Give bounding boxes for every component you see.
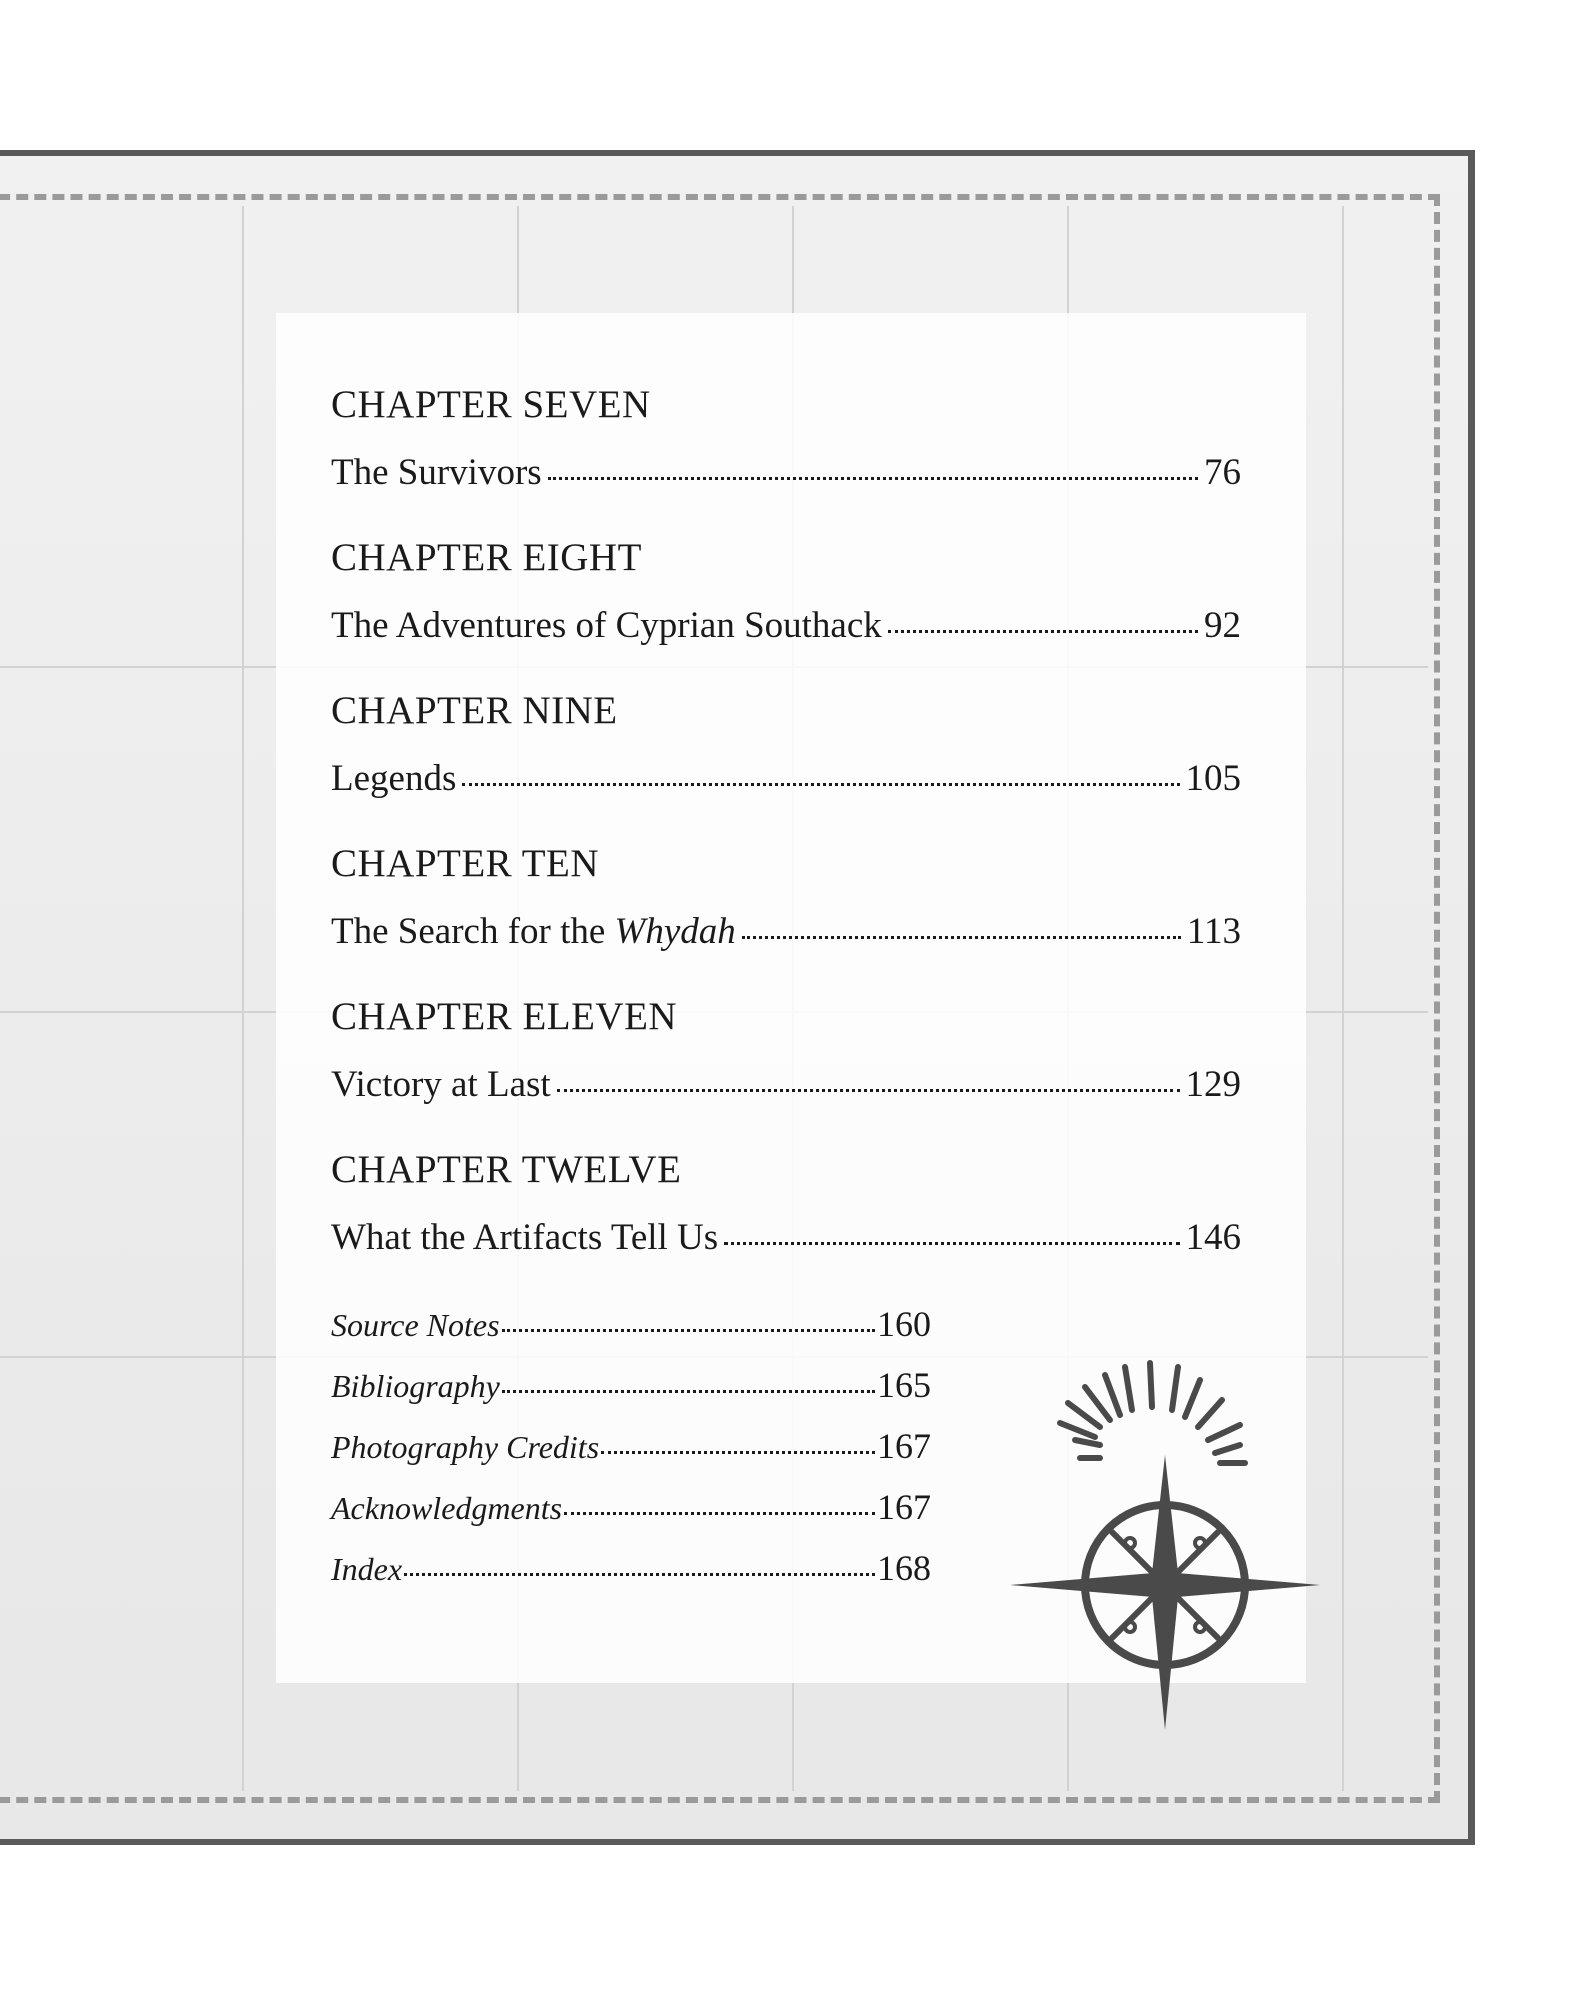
entry-page-number: 160 [877, 1304, 931, 1344]
dot-leader [557, 1089, 1180, 1092]
entry-page-number: 165 [877, 1365, 931, 1405]
dot-leader [742, 936, 1181, 939]
back-matter-entry [331, 1547, 931, 1608]
toc-entry [331, 1066, 1241, 1103]
entry-title: The Adventures of Cyprian Southack [331, 605, 882, 646]
entry-title: Victory at Last [331, 1064, 551, 1105]
entry-page-number: 105 [1185, 758, 1241, 799]
toc-entry [331, 760, 1241, 797]
ship-name-italic: Whydah [614, 911, 736, 952]
back-matter-entry [331, 1364, 931, 1425]
chapter-heading: CHAPTER ELEVEN [331, 995, 678, 1038]
chapter-heading: CHAPTER SEVEN [331, 383, 651, 426]
chapter-heading: CHAPTER TEN [331, 842, 600, 885]
entry-title: The Search for the Whydah [331, 911, 736, 952]
dot-leader [564, 1512, 875, 1515]
compass-rose-icon [1000, 1345, 1330, 1745]
entry-title: The Survivors [331, 452, 542, 493]
toc-entry [331, 1219, 1241, 1256]
toc-entry [331, 454, 1241, 491]
toc-chapter-twelve [331, 1150, 1241, 1256]
back-matter-entry [331, 1425, 931, 1486]
dot-leader [502, 1329, 875, 1332]
chapter-heading: CHAPTER TWELVE [331, 1148, 682, 1191]
entry-page-number: 146 [1185, 1217, 1241, 1258]
dot-leader [888, 630, 1198, 633]
back-matter-list [331, 1303, 931, 1608]
dot-leader [548, 477, 1198, 480]
toc-chapter-nine [331, 691, 1241, 797]
dot-leader [724, 1242, 1179, 1245]
chapter-heading: CHAPTER NINE [331, 689, 618, 732]
back-matter-entry [331, 1486, 931, 1547]
dot-leader [502, 1390, 875, 1393]
entry-title: Index [331, 1551, 403, 1587]
toc-chapter-seven [331, 385, 1241, 491]
back-matter-entry [331, 1303, 931, 1364]
entry-page-number: 129 [1185, 1064, 1241, 1105]
entry-title: What the Artifacts Tell Us [331, 1217, 719, 1258]
dot-leader [601, 1451, 875, 1454]
entry-page-number: 92 [1204, 605, 1241, 646]
toc-chapter-eleven [331, 997, 1241, 1103]
chapter-heading: CHAPTER EIGHT [331, 536, 642, 579]
toc-chapter-ten [331, 844, 1241, 950]
entry-page-number: 76 [1204, 452, 1241, 493]
map-grid-line [1342, 206, 1344, 1791]
toc-entry [331, 913, 1241, 950]
entry-title: Acknowledgments [331, 1490, 563, 1526]
entry-page-number: 167 [877, 1426, 931, 1466]
entry-title: Source Notes [331, 1307, 500, 1343]
entry-title: Bibliography [331, 1368, 500, 1404]
entry-page-number: 168 [877, 1548, 931, 1588]
dot-leader [404, 1573, 875, 1576]
entry-title: Legends [331, 758, 457, 799]
dot-leader [462, 783, 1179, 786]
map-grid-line [242, 206, 244, 1791]
entry-title: Photography Credits [331, 1429, 600, 1465]
entry-page-number: 167 [877, 1487, 931, 1527]
toc-chapter-eight [331, 538, 1241, 644]
toc-entry [331, 607, 1241, 644]
entry-page-number: 113 [1186, 911, 1241, 952]
